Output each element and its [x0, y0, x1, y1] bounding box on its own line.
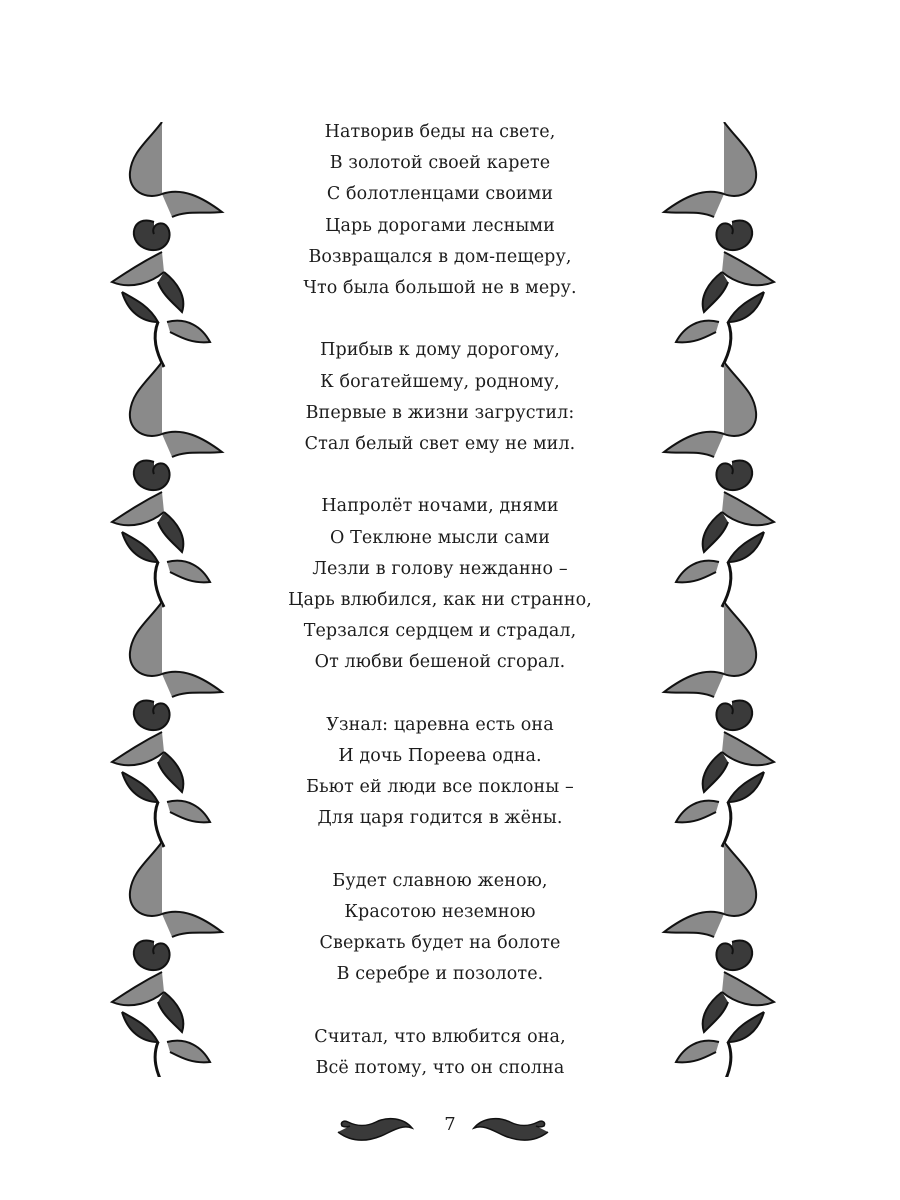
poem-line: Напролёт ночами, днями	[321, 496, 559, 517]
poem-line: Царь дорогами лесными	[325, 215, 555, 236]
stanza	[230, 1022, 650, 1084]
right-vine-ornament	[654, 122, 794, 1077]
left-vine-ornament	[92, 122, 232, 1077]
poem-line: Для царя годится в жёны.	[317, 808, 563, 829]
poem-line: Впервые в жизни загрустил:	[305, 402, 575, 423]
poem-line: Царь влюбился, как ни странно,	[288, 590, 592, 611]
poem-line: В серебре и позолоте.	[336, 964, 544, 985]
poem-line: И дочь Пореева одна.	[338, 746, 542, 767]
poem-line: К богатейшему, родному,	[320, 371, 560, 392]
poem-line: С болотленцами своими	[326, 184, 554, 205]
poem-line: Узнал: царевна есть она	[326, 714, 554, 735]
poem-line: Всё потому, что он сполна	[315, 1058, 565, 1079]
poem-line: Возвращался в дом-пещеру,	[308, 246, 572, 267]
poem-line: Натворив беды на свете,	[324, 122, 556, 142]
poem-line: Красотою неземною	[344, 902, 536, 923]
poem-text	[230, 117, 650, 1115]
poem-line: От любви бешеной сгорал.	[314, 652, 566, 673]
poem-line: Будет славною женою,	[332, 870, 548, 891]
stanza	[230, 866, 650, 991]
right-flourish-ornament	[472, 1114, 550, 1144]
stanza	[230, 335, 650, 460]
poem-line: Терзался сердцем и страдал,	[303, 621, 577, 642]
page-footer	[330, 1108, 570, 1148]
poem-line: Лезли в голову нежданно –	[312, 558, 568, 579]
poem-line: Считал, что влюбится она,	[314, 1026, 566, 1047]
poem-line: О Теклюне мысли сами	[329, 527, 550, 548]
poem-line: Прибыв к дому дорогому,	[320, 340, 560, 361]
stanza	[230, 491, 650, 678]
stanza	[230, 117, 650, 304]
poem-line: В золотой своей карете	[329, 153, 551, 174]
poem-line: Сверкать будет на болоте	[319, 933, 561, 954]
left-flourish-ornament	[336, 1114, 414, 1144]
page-number: 7	[444, 1114, 456, 1135]
poem-line: Что была большой не в меру.	[303, 278, 577, 299]
stanza	[230, 710, 650, 835]
poem-line: Бьют ей люди все поклоны –	[306, 777, 574, 798]
poem-line: Стал белый свет ему не мил.	[304, 434, 576, 455]
